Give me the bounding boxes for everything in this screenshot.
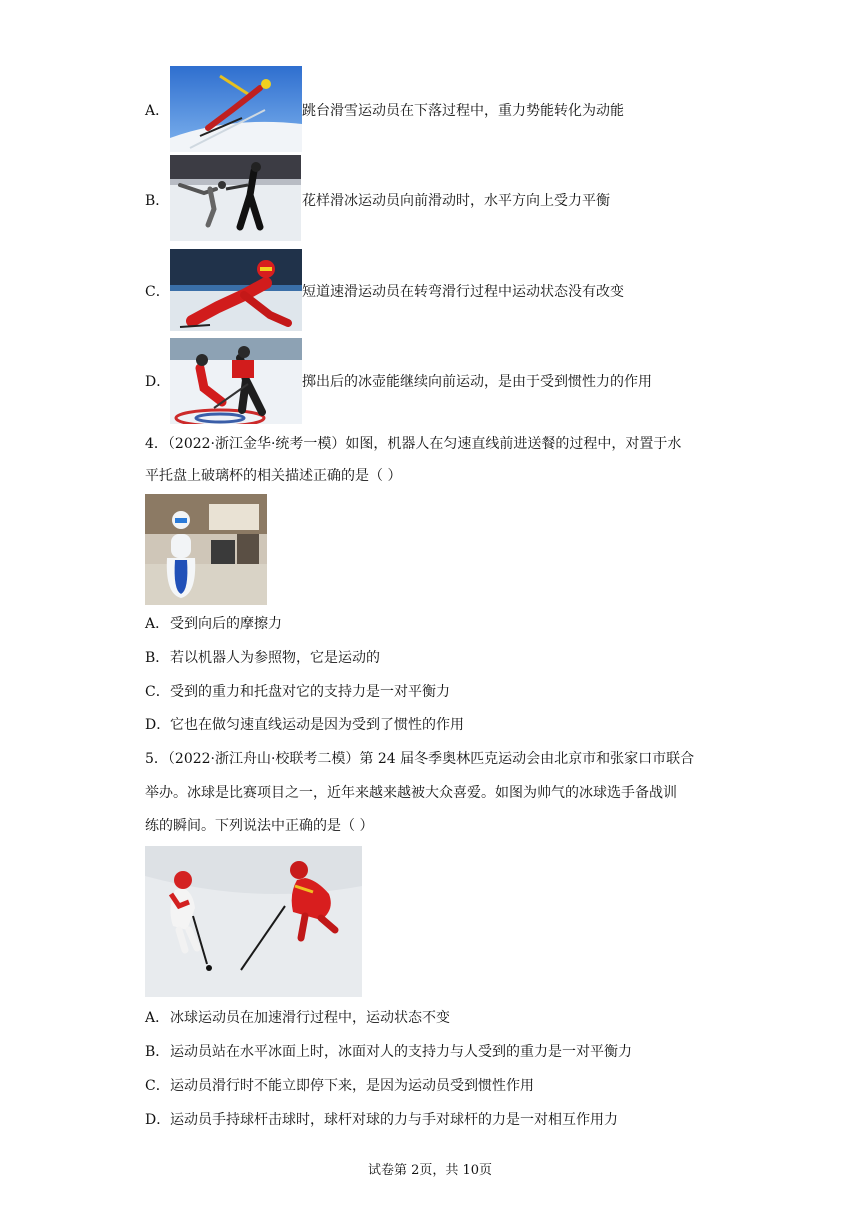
q3-option-c-letter: C． bbox=[145, 284, 170, 300]
q4-option-b-letter: B． bbox=[145, 650, 170, 666]
q5-stem-line3: 练的瞬间。下列说法中正确的是（ ） bbox=[145, 818, 374, 834]
q3-option-d-text: 掷出后的冰壶能继续向前运动，是由于受到惯性力的作用 bbox=[302, 374, 652, 390]
q5-option-c-text: 运动员滑行时不能立即停下来，是因为运动员受到惯性作用 bbox=[170, 1078, 534, 1094]
q3-option-a-letter: A． bbox=[145, 103, 170, 119]
q5-option-d-letter: D． bbox=[145, 1112, 171, 1128]
q5-stem-line2: 举办。冰球是比赛项目之一，近年来越来越被大众喜爱。如图为帅气的冰球选手备战训 bbox=[145, 785, 677, 801]
q4-option-d-text: 它也在做匀速直线运动是因为受到了惯性的作用 bbox=[170, 717, 464, 733]
q4-stem-line2: 平托盘上破璃杯的相关描述正确的是（ ） bbox=[145, 468, 402, 484]
curling-photo bbox=[170, 338, 302, 424]
q4-stem-line1: 4．（2022·浙江金华·统考一模）如图，机器人在匀速直线前进送餐的过程中，对置于水 bbox=[145, 436, 682, 452]
q4-option-a-letter: A． bbox=[145, 616, 170, 632]
speed-skater-photo bbox=[170, 249, 302, 331]
q5-stem-line1: 5．（2022·浙江舟山·校联考二模）第 24 届冬季奥林匹克运动会由北京市和张家口市联合 bbox=[145, 751, 695, 767]
q5-option-a-letter: A． bbox=[145, 1010, 170, 1026]
q4-option-a-text: 受到向后的摩擦力 bbox=[170, 616, 282, 632]
q3-option-a-text: 跳台滑雪运动员在下落过程中，重力势能转化为动能 bbox=[302, 103, 624, 119]
q5-option-b-text: 运动员站在水平冰面上时，冰面对人的支持力与人受到的重力是一对平衡力 bbox=[170, 1044, 632, 1060]
q3-option-d-letter: D． bbox=[145, 374, 171, 390]
ski-jumper-photo bbox=[170, 66, 302, 152]
q3-option-c-text: 短道速滑运动员在转弯滑行过程中运动状态没有改变 bbox=[302, 284, 624, 300]
q3-option-b-text: 花样滑冰运动员向前滑动时，水平方向上受力平衡 bbox=[302, 193, 610, 209]
q5-option-d-text: 运动员手持球杆击球时，球杆对球的力与手对球杆的力是一对相互作用力 bbox=[170, 1112, 618, 1128]
q5-option-a-text: 冰球运动员在加速滑行过程中，运动状态不变 bbox=[170, 1010, 450, 1026]
q4-option-c-text: 受到的重力和托盘对它的支持力是一对平衡力 bbox=[170, 684, 450, 700]
figure-skating-pair-photo bbox=[170, 155, 301, 241]
ice-hockey-photo bbox=[145, 846, 362, 997]
robot-waiter-photo bbox=[145, 494, 267, 605]
q4-option-b-text: 若以机器人为参照物，它是运动的 bbox=[170, 650, 380, 666]
q5-option-c-letter: C． bbox=[145, 1078, 170, 1094]
q3-option-b-letter: B． bbox=[145, 193, 170, 209]
q4-option-d-letter: D． bbox=[145, 717, 171, 733]
q5-option-b-letter: B． bbox=[145, 1044, 170, 1060]
page-footer: 试卷第 2页，共 10页 bbox=[367, 1163, 493, 1178]
q4-option-c-letter: C． bbox=[145, 684, 170, 700]
